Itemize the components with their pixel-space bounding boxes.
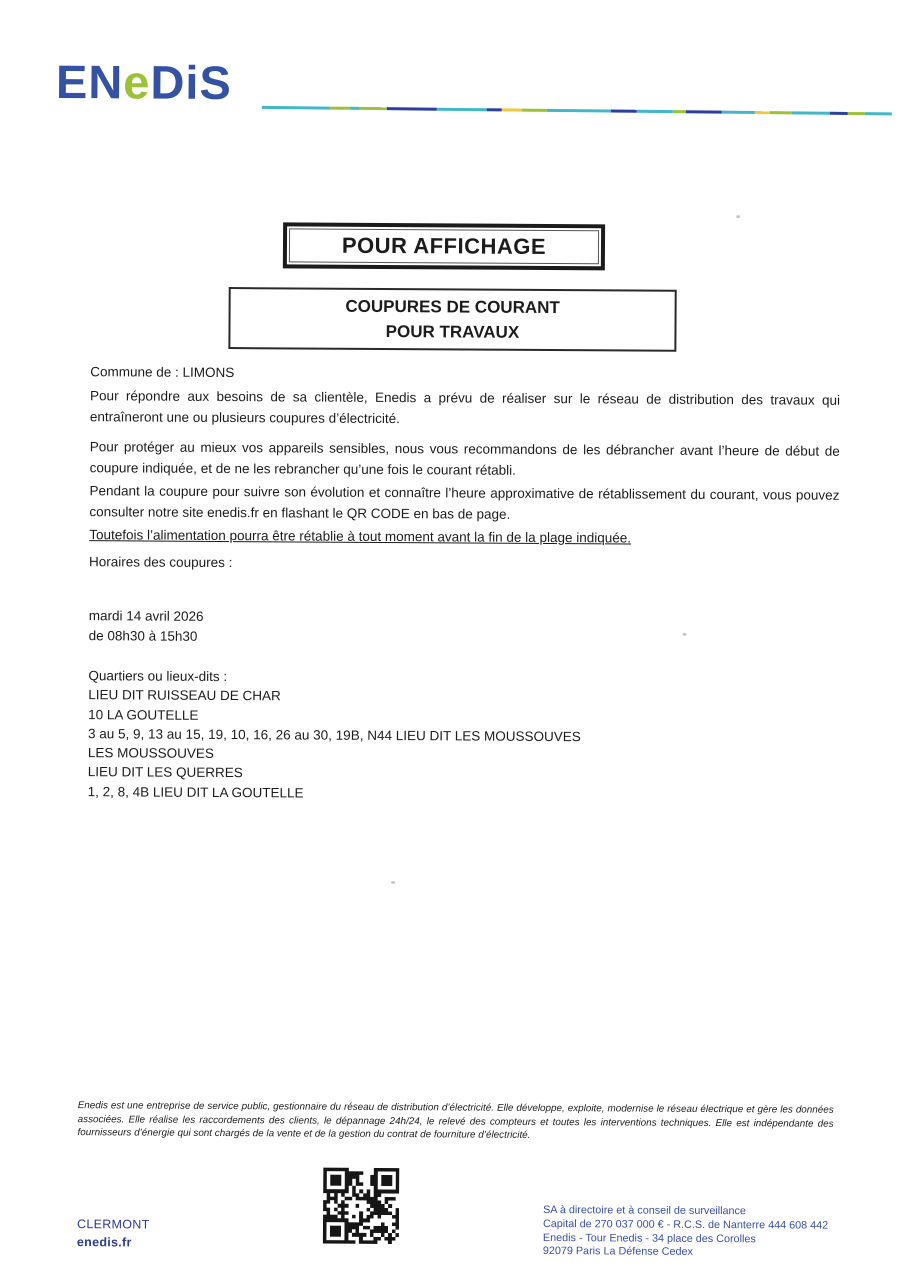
- divider-segment: [611, 110, 637, 113]
- paragraph-appliances: Pour protéger au mieux vos appareils sensibles, nous vous recommandons de les débrancher avant l’heure de début de coupure indiquée, et de ne les rebrancher qu’une fois le courant rétabli.: [89, 439, 840, 478]
- divider-segment: [437, 108, 487, 112]
- schedule-label: Horaires des coupures :: [89, 554, 233, 571]
- divider-segment: [755, 111, 770, 114]
- divider-segment: [350, 107, 359, 110]
- divider-segment: [830, 112, 848, 115]
- paragraph-works: Pour répondre aux besoins de sa clientèle, Enedis a prévu de réaliser sur le réseau de distribution des travaux qui entraîneront une ou plusieurs coupures d’électricité.: [89, 388, 841, 426]
- divider-segment: [547, 109, 611, 113]
- divider-segment: [673, 110, 686, 113]
- divider-segment: [387, 107, 437, 111]
- website-label: enedis.fr: [76, 1235, 132, 1250]
- legal-fine-print: Enedis est une entreprise de service public, gestionnaire du réseau de distribution d’électricité. Elle développe, exploite, modernise le réseau électrique et gère les données associées. Elle réalise les raccordements des clients, le dépannage 24h/24, le relevé des compteurs et toutes les interventions techniques. Elle est indépendante des fournisseurs d’énergie qui sont chargés de la vente et de la gestion du contrat de fourniture d’électricité.: [77, 1100, 834, 1142]
- title-box: [283, 222, 605, 270]
- divider-segment: [864, 112, 891, 115]
- restoration-notice: Toutefois l’alimentation pourra être rétablie à tout moment avant la fin de la plage indiquée.: [89, 527, 632, 546]
- divider-segment: [686, 110, 722, 113]
- location-line: LIEU DIT RUISSEAU DE CHAR: [88, 687, 281, 704]
- company-address-block: [543, 1204, 828, 1261]
- company-address-line: Capital de 270 037 000 € - R.C.S. de Nanterre 444 608 442: [542, 1217, 829, 1232]
- commune-line: Commune de : LIMONS: [90, 364, 235, 381]
- divider-segment: [522, 109, 548, 112]
- locations-block: [88, 666, 582, 804]
- notice-body: [87, 362, 841, 801]
- logo-text-dis: DiS: [150, 55, 232, 110]
- location-line: 3 au 5, 9, 13 au 15, 19, 10, 16, 26 au 30, 19B, N44 LIEU DIT LES MOUSSOUVES: [87, 726, 581, 745]
- footer-region-block: [77, 1215, 150, 1251]
- schedule-line: de 08h30 à 15h30: [88, 628, 198, 644]
- region-label: CLERMONT: [76, 1217, 150, 1232]
- divider-segment: [330, 107, 350, 110]
- subtitle-line-1: COUPURES DE COURANT: [345, 296, 560, 318]
- location-line: 10 LA GOUTELLE: [88, 706, 199, 723]
- divider-segment: [359, 107, 386, 110]
- subtitle-line-2: POUR TRAVAUX: [385, 321, 520, 342]
- qr-code: [323, 1168, 399, 1244]
- location-line: LES MOUSSOUVES: [87, 745, 214, 762]
- locations-list: [88, 685, 581, 804]
- divider-segment: [722, 111, 755, 114]
- location-line: 1, 2, 8, 4B LIEU DIT LA GOUTELLE: [87, 783, 304, 801]
- enedis-logo: [55, 54, 232, 110]
- scan-speck: [736, 215, 740, 218]
- paragraph-qrcode-info: Pendant la coupure pour suivre son évolution et connaître l’heure approximative de rétablissement du courant, vous pouvez consulter notre site enedis.fr en flashant le QR CODE en bas de page.: [89, 483, 840, 522]
- location-line: LIEU DIT LES QUERRES: [87, 764, 243, 781]
- divider-segment: [487, 108, 502, 111]
- brand-divider-line: [262, 106, 892, 116]
- page-title: POUR AFFICHAGE: [289, 228, 599, 264]
- logo-text-en: EN: [55, 54, 124, 109]
- scan-speck: [391, 881, 395, 884]
- company-address-line: Enedis - Tour Enedis - 34 place des Corolles: [542, 1231, 756, 1245]
- logo-text-e: e: [123, 55, 151, 109]
- schedule-line: mardi 14 avril 2026: [88, 608, 204, 624]
- divider-segment: [637, 110, 673, 113]
- company-address-line: 92079 Paris La Défense Cedex: [542, 1245, 693, 1259]
- divider-segment: [502, 108, 522, 111]
- divider-segment: [848, 112, 864, 115]
- company-address-line: SA à directoire et à conseil de surveillance: [543, 1203, 746, 1218]
- schedule-block: [89, 606, 204, 647]
- divider-segment: [770, 111, 792, 114]
- divider-segment: [792, 111, 830, 114]
- subtitle-box: [228, 287, 676, 352]
- divider-segment: [262, 106, 330, 110]
- scan-speck: [683, 633, 687, 636]
- locations-label: Quartiers ou lieux-dits :: [88, 668, 228, 685]
